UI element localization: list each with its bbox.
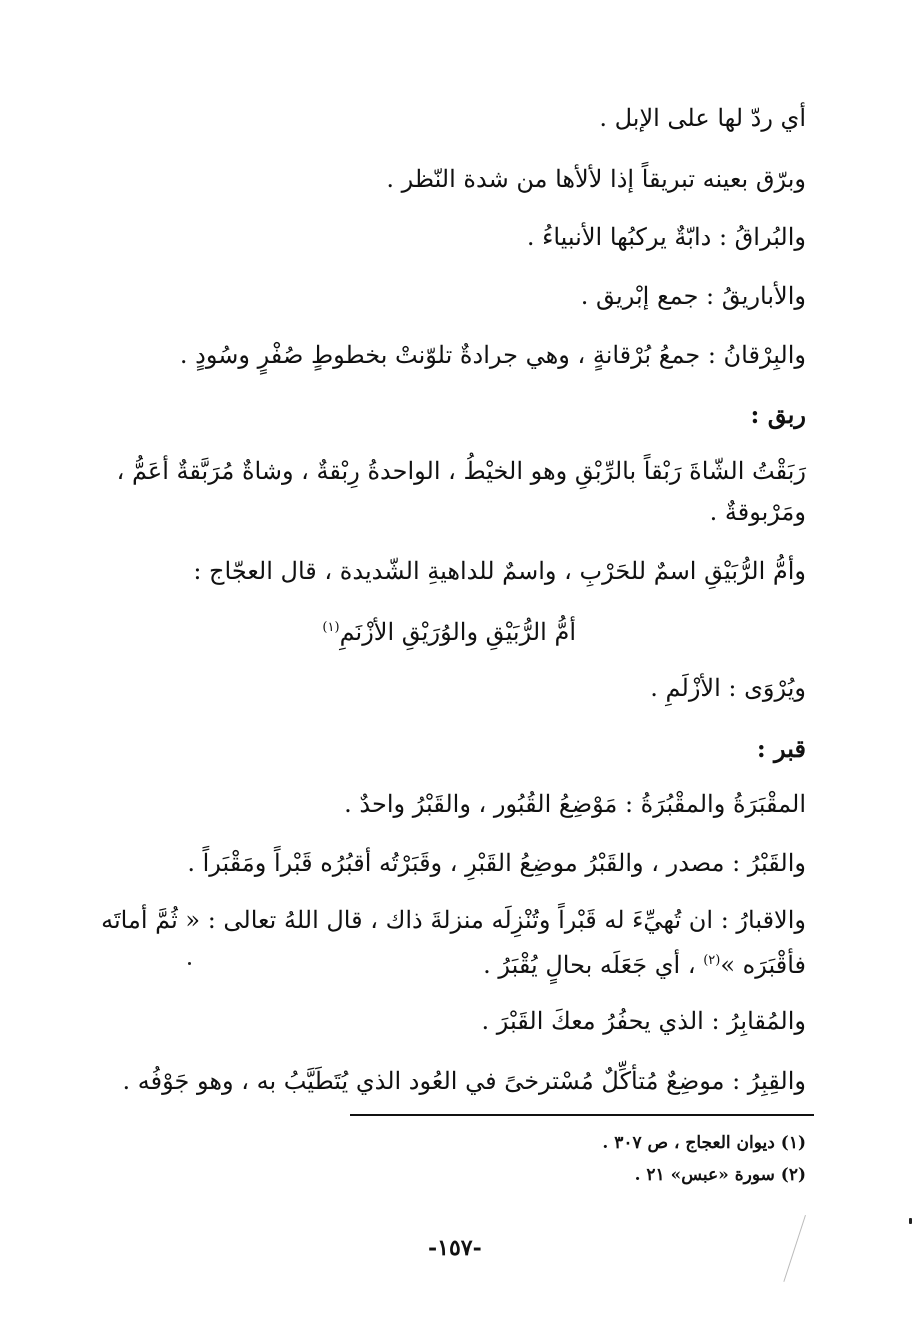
paper-crease [783, 1215, 806, 1282]
body-line-1: أي ردّ لها على الإبل . [599, 104, 806, 132]
qbr-line-5: والمُقابِرُ : الذي يحفُرُ معكَ القَبْرَ . [481, 1007, 806, 1035]
qbr-line-4-end: ، أي جَعَلَه بحالٍ يُقْبَرُ . [483, 951, 704, 979]
qbr-line-1: المقْبَرَةُ والمقْبُرَةُ : مَوْضِعُ القُبُور ، والقَبْرُ واحدٌ . [344, 790, 806, 818]
footnote-1: (١) ديوان العجاج ، ص ٣٠٧ . [602, 1133, 806, 1153]
scan-mark [909, 1218, 912, 1224]
rbq-line-1: رَبَقْتُ الشّاةَ رَبْقاً بالرِّبْقِ وهو الخيْطُ ، الواحدةُ رِبْقةٌ ، وشاةٌ مُرَبَّقةٌ أعَمُّ ، [116, 457, 806, 485]
body-line-3: والبُراقُ : دابّةٌ يركبُها الأنبياءُ . [526, 223, 806, 251]
rbq-verse [322, 612, 576, 648]
rbq-line-2: ومَرْبوقةٌ . [709, 498, 806, 526]
qbr-line-4-start: فأقْبَرَه » [720, 951, 806, 979]
footnote-ref-2: (٢) [703, 953, 721, 968]
qbr-line-6: والقِبِرُ : موضِعٌ مُتأكِّلٌ مُسْترخىً في العُود الذي يُتَطَيَّبُ به ، وهو جَوْفُه . [122, 1067, 806, 1095]
rbq-line-3: وأمُّ الرُّبَيْقِ اسمٌ للحَرْبِ ، واسمٌ للداهيةِ الشّديدة ، قال العجّاج : [193, 557, 806, 585]
scan-speck [188, 962, 191, 965]
body-line-2: وبرّق بعينه تبريقاً إذا لألأها من شدة النّظر . [386, 165, 806, 193]
section-heading-rbq: ربق : [750, 400, 806, 429]
footnote-2: (٢) سورة «عبس» ٢١ . [634, 1165, 806, 1185]
qbr-line-3: والاقبارُ : ان تُهيِّءَ له قَبْراً وتُنْزِلَه منزلةَ ذاك ، قال اللهُ تعالى : « ثُمَّ أماتَه [101, 906, 806, 934]
page-number: -١٥٧- [428, 1235, 482, 1261]
rbq-line-4: ويُرْوَى : الأزْلَمِ . [650, 674, 806, 702]
qbr-line-2: والقَبْرُ : مصدر ، والقَبْرُ موضِعُ القَبْرِ ، وقَبَرْتُه أقبُرُه قَبْراً ومَقْبَراً . [187, 849, 806, 877]
section-heading-qbr: قبر : [756, 734, 806, 763]
footnote-ref-1: (١) [322, 620, 340, 635]
qbr-line-4 [483, 945, 806, 981]
footnote-divider [350, 1114, 814, 1116]
body-line-5: والبِرْقانُ : جمعُ بُرْقانةٍ ، وهي جرادةٌ تلوّنتْ بخطوطٍ صُفْرٍ وسُودٍ . [179, 341, 806, 369]
verse-text: أمُّ الرُّبَيْقِ والوُرَيْقِ الأزْنَمِ [339, 618, 576, 646]
body-line-4: والأباريقُ : جمع إبْريق . [580, 282, 806, 310]
